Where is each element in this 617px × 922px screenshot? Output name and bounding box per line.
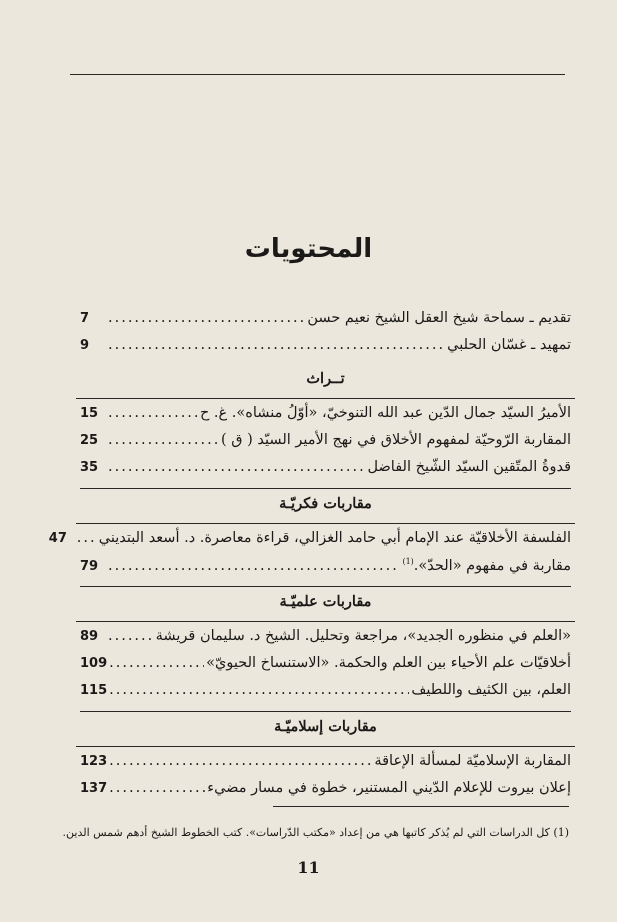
entry-page: 109 xyxy=(80,656,108,671)
section-rule xyxy=(76,523,575,524)
entry-text: تقديم ـ سماحة شيخ العقل الشيخ نعيم حسن xyxy=(307,310,571,326)
entry-page: 25 xyxy=(80,433,99,448)
section-heading: مقاربات علميّـة xyxy=(279,593,372,610)
entry-text: العلم، بين الكثيف واللطيف xyxy=(411,682,571,698)
page-title: المحتويات xyxy=(244,234,373,264)
section-heading: مقاربات إسلاميّـة xyxy=(274,718,377,735)
section-rule xyxy=(76,398,575,399)
footnote-rule xyxy=(273,806,569,807)
entry-page: 123 xyxy=(80,754,108,769)
entry-page: 79 xyxy=(80,558,99,574)
section-heading: تــراث xyxy=(306,370,345,387)
dot-leader xyxy=(108,310,305,326)
dot-leader xyxy=(108,628,154,644)
dot-leader xyxy=(108,405,198,421)
section-heading: مقاربات فكريّـة xyxy=(279,495,372,512)
entry-page: 137 xyxy=(80,781,108,796)
footnote-ref: (1) xyxy=(402,557,414,566)
header-rule xyxy=(70,74,565,75)
toc-entry[interactable] xyxy=(80,682,571,709)
toc-entry[interactable] xyxy=(48,530,571,557)
entry-text: قدوةُ المتّقين السيّد الشّيخ الفاضل xyxy=(367,459,571,475)
dot-leader xyxy=(108,459,365,475)
dot-leader xyxy=(109,655,204,671)
toc-entry[interactable] xyxy=(80,628,571,655)
entry-page: 15 xyxy=(80,406,99,421)
entry-page: 89 xyxy=(80,629,99,644)
entry-text: المقاربة الرّوحيّة لمفهوم الأخلاق في نهج الأمير السيّد ( ق ) xyxy=(221,432,571,448)
section-rule xyxy=(76,746,575,747)
table-of-contents xyxy=(48,310,571,807)
toc-entry[interactable] xyxy=(80,432,571,459)
entry-text xyxy=(402,557,571,574)
toc-entry[interactable] xyxy=(80,780,571,807)
entry-text: تمهيد ـ غسّان الحلبي xyxy=(447,337,571,353)
entry-text: المقاربة الإسلاميّة لمسألة الإعاقة xyxy=(374,753,571,769)
entry-text: الفلسفة الأخلاقيّة عند الإمام أبي حامد الغزالي، قراءة معاصرة. د. أسعد البتديني xyxy=(98,530,571,546)
toc-entry[interactable] xyxy=(80,337,571,364)
toc-entry[interactable] xyxy=(80,753,571,780)
dot-leader xyxy=(77,530,97,546)
entry-page: 35 xyxy=(80,460,99,475)
entry-text: إعلان بيروت للإعلام الدّيني المستنير، خطوة في مسار مضيء xyxy=(207,780,571,796)
entry-text-main: مقاربة في مفهوم «الحدّ». xyxy=(413,557,571,574)
entry-page: 47 xyxy=(48,531,67,546)
dot-leader xyxy=(108,337,445,353)
entry-page: 9 xyxy=(80,338,90,353)
dot-leader xyxy=(108,558,400,574)
toc-entry[interactable] xyxy=(80,655,571,682)
dot-leader xyxy=(109,753,372,769)
page-number: 11 xyxy=(297,858,320,877)
toc-entry[interactable] xyxy=(80,405,571,432)
entry-text: «العلم في منظوره الجديد»، مراجعة وتحليل. الشيخ د. سليمان قريشة xyxy=(155,628,571,644)
entry-page: 7 xyxy=(80,311,90,326)
dot-leader xyxy=(109,780,205,796)
toc-entry[interactable] xyxy=(80,459,571,486)
entry-text: أخلاقيّات علم الأحياء بين العلم والحكمة. «الاستنساخ الحيويّ» xyxy=(206,655,571,671)
dot-leader xyxy=(108,432,219,448)
toc-entry[interactable] xyxy=(80,557,571,584)
footnote: (1) كل الدراسات التي لم يُذكر كاتبها هي من إعداد «مكتب الدّراسات». كتب الخطوط الشيخ أدهم شمس الدين. xyxy=(62,826,569,839)
dot-leader xyxy=(109,682,409,698)
toc-entry[interactable] xyxy=(80,310,571,337)
entry-page: 115 xyxy=(80,683,108,698)
entry-text: الأميرُ السيّد جمال الدّين عبد الله التنوخيّ، «أوّلُ منشاه». غ. ح xyxy=(199,405,571,421)
section-rule xyxy=(76,621,575,622)
